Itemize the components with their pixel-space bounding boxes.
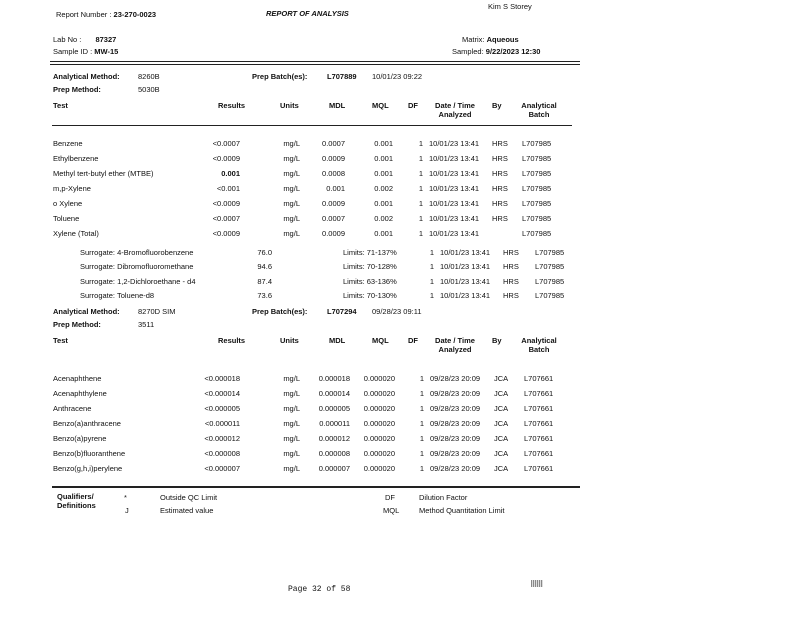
s1-col-date-line2: Analyzed	[438, 110, 472, 119]
analyst: HRS	[492, 214, 508, 223]
date-analyzed: 09/28/23 20:09	[430, 419, 481, 428]
df: 1	[419, 389, 424, 398]
mdl: 0.0009	[322, 154, 345, 163]
s2-col-batch	[515, 336, 563, 354]
qualifier-text: Estimated value	[160, 506, 214, 515]
df: 1	[418, 139, 423, 148]
report-number-label: Report Number :	[56, 10, 112, 19]
date-analyzed: 09/28/23 20:09	[430, 464, 481, 473]
date-analyzed: 09/28/23 20:09	[430, 389, 481, 398]
batch: L707985	[522, 229, 552, 238]
date-analyzed: 09/28/23 20:09	[430, 434, 481, 443]
result: <0.0009	[212, 199, 240, 208]
unit: mg/L	[283, 214, 300, 223]
result: <0.0009	[212, 229, 240, 238]
test-name: Benzo(g,h,i)perylene	[53, 464, 123, 473]
batch: L707661	[524, 389, 554, 398]
table-row	[0, 374, 800, 384]
surrogate-result: 73.6	[257, 291, 272, 300]
analyst: JCA	[494, 374, 509, 383]
result: 0.001	[221, 169, 240, 178]
unit: mg/L	[283, 404, 300, 413]
result: <0.000007	[204, 464, 240, 473]
footer-rule	[52, 486, 580, 488]
s2-col-date-line1: Date / Time	[435, 336, 475, 345]
batch: L707661	[524, 434, 554, 443]
date-analyzed: 10/01/23 13:41	[429, 199, 480, 208]
test-name: m,p-Xylene	[53, 184, 91, 193]
mql: 0.000020	[363, 434, 395, 443]
batch: L707661	[524, 449, 554, 458]
unit: mg/L	[283, 374, 300, 383]
mdl: 0.0007	[322, 214, 345, 223]
unit: mg/L	[283, 389, 300, 398]
result: <0.000014	[204, 389, 240, 398]
s1-prep-batch-date: 10/01/23 09:22	[372, 72, 423, 81]
matrix	[462, 35, 519, 44]
report-number	[56, 10, 156, 19]
surrogate-row	[0, 248, 800, 258]
batch: L707661	[524, 464, 554, 473]
analyst: JCA	[494, 419, 509, 428]
table-row	[0, 214, 800, 224]
sample-id-value: MW-15	[94, 47, 119, 56]
surrogate-row	[0, 262, 800, 272]
date-analyzed: 10/01/23 13:41	[440, 277, 491, 286]
surrogate-limits: Limits: 63-136%	[343, 277, 397, 286]
client-name: Kim S Storey	[488, 2, 532, 11]
surrogate-name: Surrogate: 1,2-Dichloroethane - d4	[80, 277, 196, 286]
mql: 0.000020	[363, 404, 395, 413]
batch: L707985	[535, 262, 565, 271]
lab-no-label: Lab No :	[53, 35, 82, 44]
s2-col-mql: MQL	[372, 336, 389, 345]
result: <0.000018	[204, 374, 240, 383]
analyst: HRS	[503, 248, 519, 257]
test-name: Acenaphthylene	[53, 389, 107, 398]
result: <0.0009	[212, 154, 240, 163]
test-name: Ethylbenzene	[53, 154, 99, 163]
mql: 0.002	[374, 214, 393, 223]
matrix-label: Matrix:	[462, 35, 485, 44]
result: <0.0007	[212, 214, 240, 223]
analyst: HRS	[492, 139, 508, 148]
mql: 0.002	[374, 184, 393, 193]
table-row	[0, 139, 800, 149]
table-row	[0, 434, 800, 444]
mql: 0.000020	[363, 389, 395, 398]
unit: mg/L	[283, 419, 300, 428]
analyst: JCA	[494, 449, 509, 458]
s2-col-df: DF	[408, 336, 418, 345]
df: 1	[429, 262, 434, 271]
report-number-value: 23-270-0023	[113, 10, 157, 19]
surrogate-result: 76.0	[257, 248, 272, 257]
mdl: 0.0009	[322, 199, 345, 208]
unit: mg/L	[283, 154, 300, 163]
mql: 0.001	[374, 139, 393, 148]
table-row	[0, 404, 800, 414]
unit: mg/L	[283, 139, 300, 148]
table-row	[0, 449, 800, 459]
s2-prep-batch: L707294	[327, 307, 357, 316]
surrogate-limits: Limits: 70-128%	[343, 262, 397, 271]
s2-method: 8270D SIM	[138, 307, 176, 316]
table-row	[0, 464, 800, 474]
surrogate-row	[0, 291, 800, 301]
df: 1	[419, 374, 424, 383]
header-rule-bottom	[50, 64, 580, 65]
result: <0.0007	[212, 139, 240, 148]
df: 1	[429, 291, 434, 300]
surrogate-limits: Limits: 71-137%	[343, 248, 397, 257]
test-name: Benzo(b)fluoranthene	[53, 449, 126, 458]
df: 1	[419, 464, 424, 473]
table-row	[0, 229, 800, 239]
s1-prep-method: 5030B	[138, 85, 160, 94]
mdl: 0.0008	[322, 169, 345, 178]
mdl: 0.000005	[318, 404, 350, 413]
unit: mg/L	[283, 449, 300, 458]
date-analyzed: 09/28/23 20:09	[430, 404, 481, 413]
qualifier-text: Outside QC Limit	[160, 493, 218, 502]
test-name: Benzene	[53, 139, 83, 148]
sampled-label: Sampled:	[452, 47, 484, 56]
s1-col-results: Results	[218, 101, 246, 110]
unit: mg/L	[283, 199, 300, 208]
test-name: Methyl tert-butyl ether (MTBE)	[53, 169, 154, 178]
s1-header-rule	[52, 125, 572, 126]
analyst: HRS	[503, 277, 519, 286]
table-row	[0, 389, 800, 399]
batch: L707985	[522, 154, 552, 163]
lab-no	[53, 35, 116, 44]
s2-col-date	[430, 336, 480, 354]
unit: mg/L	[283, 434, 300, 443]
test-name: o Xylene	[53, 199, 83, 208]
test-name: Toluene	[53, 214, 80, 223]
surrogate-name: Surrogate: Toluene-d8	[80, 291, 155, 300]
sample-id	[53, 47, 118, 56]
analyst: JCA	[494, 389, 509, 398]
s2-col-batch-line1: Analytical	[521, 336, 557, 345]
date-analyzed: 10/01/23 13:41	[440, 248, 491, 257]
surrogate-result: 87.4	[257, 277, 272, 286]
date-analyzed: 10/01/23 13:41	[440, 291, 491, 300]
s2-prep-method-label: Prep Method:	[53, 320, 101, 329]
barcode-mark	[531, 580, 543, 587]
surrogate-name: Surrogate: Dibromofluoromethane	[80, 262, 194, 271]
analyst: HRS	[492, 169, 508, 178]
unit: mg/L	[283, 229, 300, 238]
s1-col-batch	[515, 101, 563, 119]
mdl: 0.000008	[318, 449, 350, 458]
test-name: Benzo(a)pyrene	[53, 434, 107, 443]
mql: 0.001	[374, 154, 393, 163]
analyst: HRS	[492, 154, 508, 163]
table-row	[0, 199, 800, 209]
s2-col-results: Results	[218, 336, 246, 345]
batch: L707985	[522, 199, 552, 208]
batch: L707985	[522, 139, 552, 148]
batch: L707985	[522, 214, 552, 223]
test-name: Anthracene	[53, 404, 92, 413]
df: 1	[418, 184, 423, 193]
surrogate-name: Surrogate: 4-Bromofluorobenzene	[80, 248, 194, 257]
s2-col-mdl: MDL	[329, 336, 346, 345]
date-analyzed: 10/01/23 13:41	[429, 139, 480, 148]
analyst: HRS	[492, 184, 508, 193]
unit: mg/L	[283, 464, 300, 473]
test-name: Acenaphthene	[53, 374, 102, 383]
analyst: JCA	[494, 464, 509, 473]
qualifier-symbol: MQL	[383, 506, 400, 515]
df: 1	[429, 248, 434, 257]
table-row	[0, 169, 800, 179]
unit: mg/L	[283, 169, 300, 178]
analyst: HRS	[492, 199, 508, 208]
batch: L707985	[522, 184, 552, 193]
s1-col-by: By	[492, 101, 502, 110]
batch: L707985	[535, 277, 565, 286]
mdl: 0.000007	[318, 464, 350, 473]
mql: 0.000020	[363, 419, 395, 428]
s1-method: 8260B	[138, 72, 160, 81]
s1-col-date-line1: Date / Time	[435, 101, 475, 110]
s2-col-units: Units	[280, 336, 299, 345]
qualifier-symbol: *	[124, 493, 127, 502]
df: 1	[418, 169, 423, 178]
date-analyzed: 10/01/23 13:41	[429, 154, 480, 163]
batch: L707985	[535, 291, 565, 300]
surrogate-result: 94.6	[257, 262, 272, 271]
date-analyzed: 09/28/23 20:09	[430, 449, 481, 458]
mql: 0.000020	[363, 374, 395, 383]
mdl: 0.000014	[318, 389, 350, 398]
result: <0.000012	[204, 434, 240, 443]
s2-prep-batch-date: 09/28/23 09:11	[372, 307, 422, 316]
df: 1	[418, 229, 423, 238]
date-analyzed: 10/01/23 13:41	[429, 184, 480, 193]
df: 1	[418, 154, 423, 163]
lab-no-value: 87327	[95, 35, 117, 44]
df: 1	[419, 434, 424, 443]
qualifier-symbol: J	[125, 506, 129, 515]
df: 1	[418, 199, 423, 208]
test-name: Benzo(a)anthracene	[53, 419, 121, 428]
qualifiers-heading	[57, 492, 96, 510]
s2-col-by: By	[492, 336, 502, 345]
sampled-value: 9/22/2023 12:30	[485, 47, 541, 56]
mdl: 0.001	[326, 184, 345, 193]
s1-method-label: Analytical Method:	[53, 72, 120, 81]
s1-col-batch-line1: Analytical	[521, 101, 557, 110]
s2-col-batch-line2: Batch	[528, 345, 550, 354]
sample-id-label: Sample ID :	[53, 47, 93, 56]
s2-col-test: Test	[53, 336, 68, 345]
batch: L707985	[522, 169, 552, 178]
mql: 0.001	[374, 229, 393, 238]
date-analyzed: 10/01/23 13:41	[429, 169, 480, 178]
mdl: 0.0009	[322, 229, 345, 238]
test-name: Xylene (Total)	[53, 229, 99, 238]
qualifiers-label-line2: Definitions	[57, 501, 96, 510]
s1-col-mdl: MDL	[329, 101, 346, 110]
s1-col-mql: MQL	[372, 101, 389, 110]
s2-prep-batch-label: Prep Batch(es):	[252, 307, 308, 316]
qualifier-text: Method Quantitation Limit	[419, 506, 505, 515]
mql: 0.000020	[363, 464, 395, 473]
matrix-value: Aqueous	[486, 35, 519, 44]
mdl: 0.000018	[318, 374, 350, 383]
analyst: JCA	[494, 404, 509, 413]
result: <0.000008	[204, 449, 240, 458]
date-analyzed: 10/01/23 13:41	[429, 214, 480, 223]
s1-col-test: Test	[53, 101, 68, 110]
table-row	[0, 419, 800, 429]
qualifier-text: Dilution Factor	[419, 493, 468, 502]
result: <0.001	[216, 184, 240, 193]
s2-col-date-line2: Analyzed	[438, 345, 472, 354]
qualifiers-label-line1: Qualifiers/	[57, 492, 94, 501]
df: 1	[418, 214, 423, 223]
result: <0.000011	[204, 419, 240, 428]
analyst: JCA	[494, 434, 509, 443]
page-number: Page 32 of 58	[288, 585, 351, 594]
s1-col-batch-line2: Batch	[528, 110, 550, 119]
mdl: 0.000012	[318, 434, 350, 443]
s1-prep-batch: L707889	[327, 72, 357, 81]
analyst: HRS	[503, 291, 519, 300]
date-analyzed: 10/01/23 13:41	[440, 262, 491, 271]
df: 1	[429, 277, 434, 286]
df: 1	[419, 449, 424, 458]
mql: 0.001	[374, 199, 393, 208]
mdl: 0.000011	[319, 419, 350, 428]
unit: mg/L	[283, 184, 300, 193]
batch: L707661	[524, 419, 554, 428]
s1-col-date	[430, 101, 480, 119]
table-row	[0, 154, 800, 164]
surrogate-limits: Limits: 70-130%	[343, 291, 397, 300]
df: 1	[419, 419, 424, 428]
s1-col-df: DF	[408, 101, 418, 110]
sampled	[452, 47, 540, 56]
date-analyzed: 09/28/23 20:09	[430, 374, 481, 383]
s2-method-label: Analytical Method:	[53, 307, 120, 316]
qualifier-symbol: DF	[385, 493, 395, 502]
surrogate-row	[0, 277, 800, 287]
date-analyzed: 10/01/23 13:41	[429, 229, 480, 238]
mql: 0.001	[374, 169, 393, 178]
batch: L707661	[524, 374, 554, 383]
df: 1	[419, 404, 424, 413]
batch: L707985	[535, 248, 565, 257]
s2-prep-method: 3511	[138, 320, 155, 329]
analyst: HRS	[503, 262, 519, 271]
table-row	[0, 184, 800, 194]
result: <0.000005	[204, 404, 240, 413]
s1-prep-method-label: Prep Method:	[53, 85, 101, 94]
mql: 0.000020	[363, 449, 395, 458]
report-title: REPORT OF ANALYSIS	[266, 9, 349, 18]
s1-col-units: Units	[280, 101, 299, 110]
s1-prep-batch-label: Prep Batch(es):	[252, 72, 308, 81]
mdl: 0.0007	[322, 139, 345, 148]
header-rule-top	[50, 61, 580, 62]
batch: L707661	[524, 404, 554, 413]
